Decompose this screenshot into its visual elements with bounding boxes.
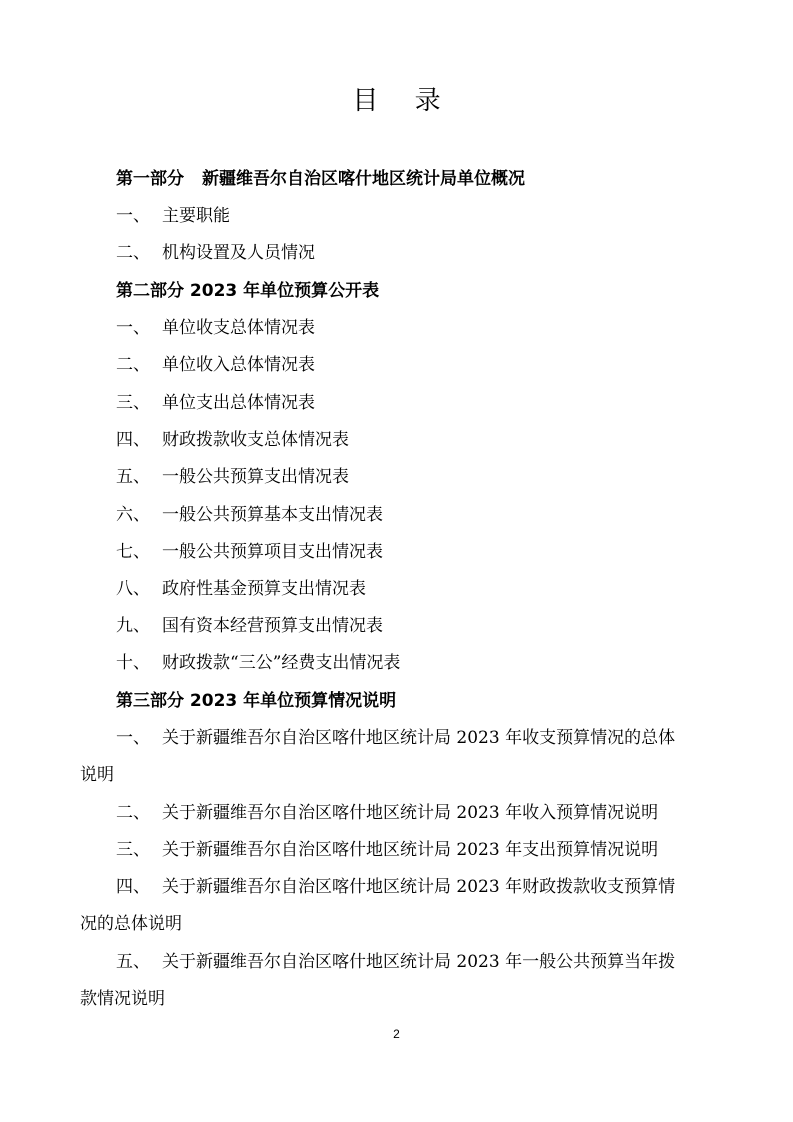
toc-entry[interactable] (116, 242, 736, 264)
toc-entry-text: 关于新疆维吾尔自治区喀什地区统计局 2023 年支出预算情况说明 (162, 840, 659, 860)
toc-entry-continuation: 况的总体说明 (80, 914, 182, 934)
toc-entry-num: 四、 (116, 430, 150, 450)
toc-entry-text: 机构设置及人员情况 (162, 243, 315, 263)
part1-heading-text: 新疆维吾尔自治区喀什地区统计局单位概况 (202, 169, 525, 189)
toc-entry-text: 一般公共预算项目支出情况表 (162, 542, 383, 562)
toc-entry-text: 一般公共预算支出情况表 (162, 467, 349, 487)
toc-entry[interactable] (116, 429, 736, 451)
toc-entry[interactable] (116, 839, 736, 861)
toc-entry[interactable] (116, 317, 736, 339)
toc-entry-text: 财政拨款收支总体情况表 (162, 430, 349, 450)
part2-heading[interactable]: 第二部分 2023 年单位预算公开表 (116, 281, 380, 301)
toc-entry-continuation: 说明 (80, 765, 114, 785)
toc-entry-num: 一、 (116, 318, 150, 338)
toc-entry-num: 八、 (116, 579, 150, 599)
toc-entry[interactable] (116, 392, 736, 414)
toc-entry[interactable] (116, 354, 736, 376)
toc-entry-num: 六、 (116, 505, 150, 525)
toc-entry[interactable] (116, 466, 736, 488)
toc-entry[interactable] (116, 205, 736, 227)
toc-entry-num: 五、 (116, 952, 150, 972)
toc-entry[interactable] (116, 578, 736, 600)
toc-entry-text: 单位支出总体情况表 (162, 393, 315, 413)
part1-heading-num: 第一部分 (116, 169, 184, 189)
toc-entry-num: 九、 (116, 616, 150, 636)
toc-entry-text: 关于新疆维吾尔自治区喀什地区统计局 2023 年财政拨款收支预算情 (162, 877, 676, 897)
toc-entry-text: 关于新疆维吾尔自治区喀什地区统计局 2023 年收支预算情况的总体 (162, 728, 676, 748)
toc-entry-text: 单位收支总体情况表 (162, 318, 315, 338)
toc-entry-num: 五、 (116, 467, 150, 487)
toc-entry-num: 一、 (116, 206, 150, 226)
toc-entry-text: 关于新疆维吾尔自治区喀什地区统计局 2023 年一般公共预算当年拨 (162, 952, 676, 972)
toc-entry[interactable] (116, 876, 736, 898)
toc-entry[interactable] (116, 615, 736, 637)
toc-entry[interactable] (116, 652, 736, 674)
toc-entry[interactable] (116, 504, 736, 526)
toc-entry-num: 三、 (116, 840, 150, 860)
page-title: 目 录 (352, 86, 455, 116)
toc-entry[interactable] (116, 802, 736, 824)
toc-entry-num: 三、 (116, 393, 150, 413)
toc-entry-text: 单位收入总体情况表 (162, 355, 315, 375)
toc-entry-text: 政府性基金预算支出情况表 (162, 579, 366, 599)
toc-entry[interactable] (116, 951, 736, 973)
toc-entry[interactable] (116, 727, 736, 749)
toc-entry-num: 四、 (116, 877, 150, 897)
toc-entry-text: 主要职能 (162, 206, 230, 226)
toc-entry-text: 财政拨款“三公”经费支出情况表 (162, 653, 401, 673)
toc-entry-num: 二、 (116, 355, 150, 375)
toc-entry-text: 国有资本经营预算支出情况表 (162, 616, 383, 636)
toc-entry-num: 二、 (116, 243, 150, 263)
part3-heading[interactable]: 第三部分 2023 年单位预算情况说明 (116, 691, 397, 711)
toc-entry[interactable] (116, 541, 736, 563)
part1-heading[interactable] (116, 168, 736, 190)
toc-entry-text: 一般公共预算基本支出情况表 (162, 505, 383, 525)
toc-entry-num: 十、 (116, 653, 150, 673)
toc-entry-num: 一、 (116, 728, 150, 748)
toc-entry-continuation: 款情况说明 (80, 989, 165, 1009)
toc-entry-text: 关于新疆维吾尔自治区喀什地区统计局 2023 年收入预算情况说明 (162, 803, 659, 823)
page-number: 2 (393, 1027, 400, 1041)
toc-entry-num: 二、 (116, 803, 150, 823)
toc-entry-num: 七、 (116, 542, 150, 562)
